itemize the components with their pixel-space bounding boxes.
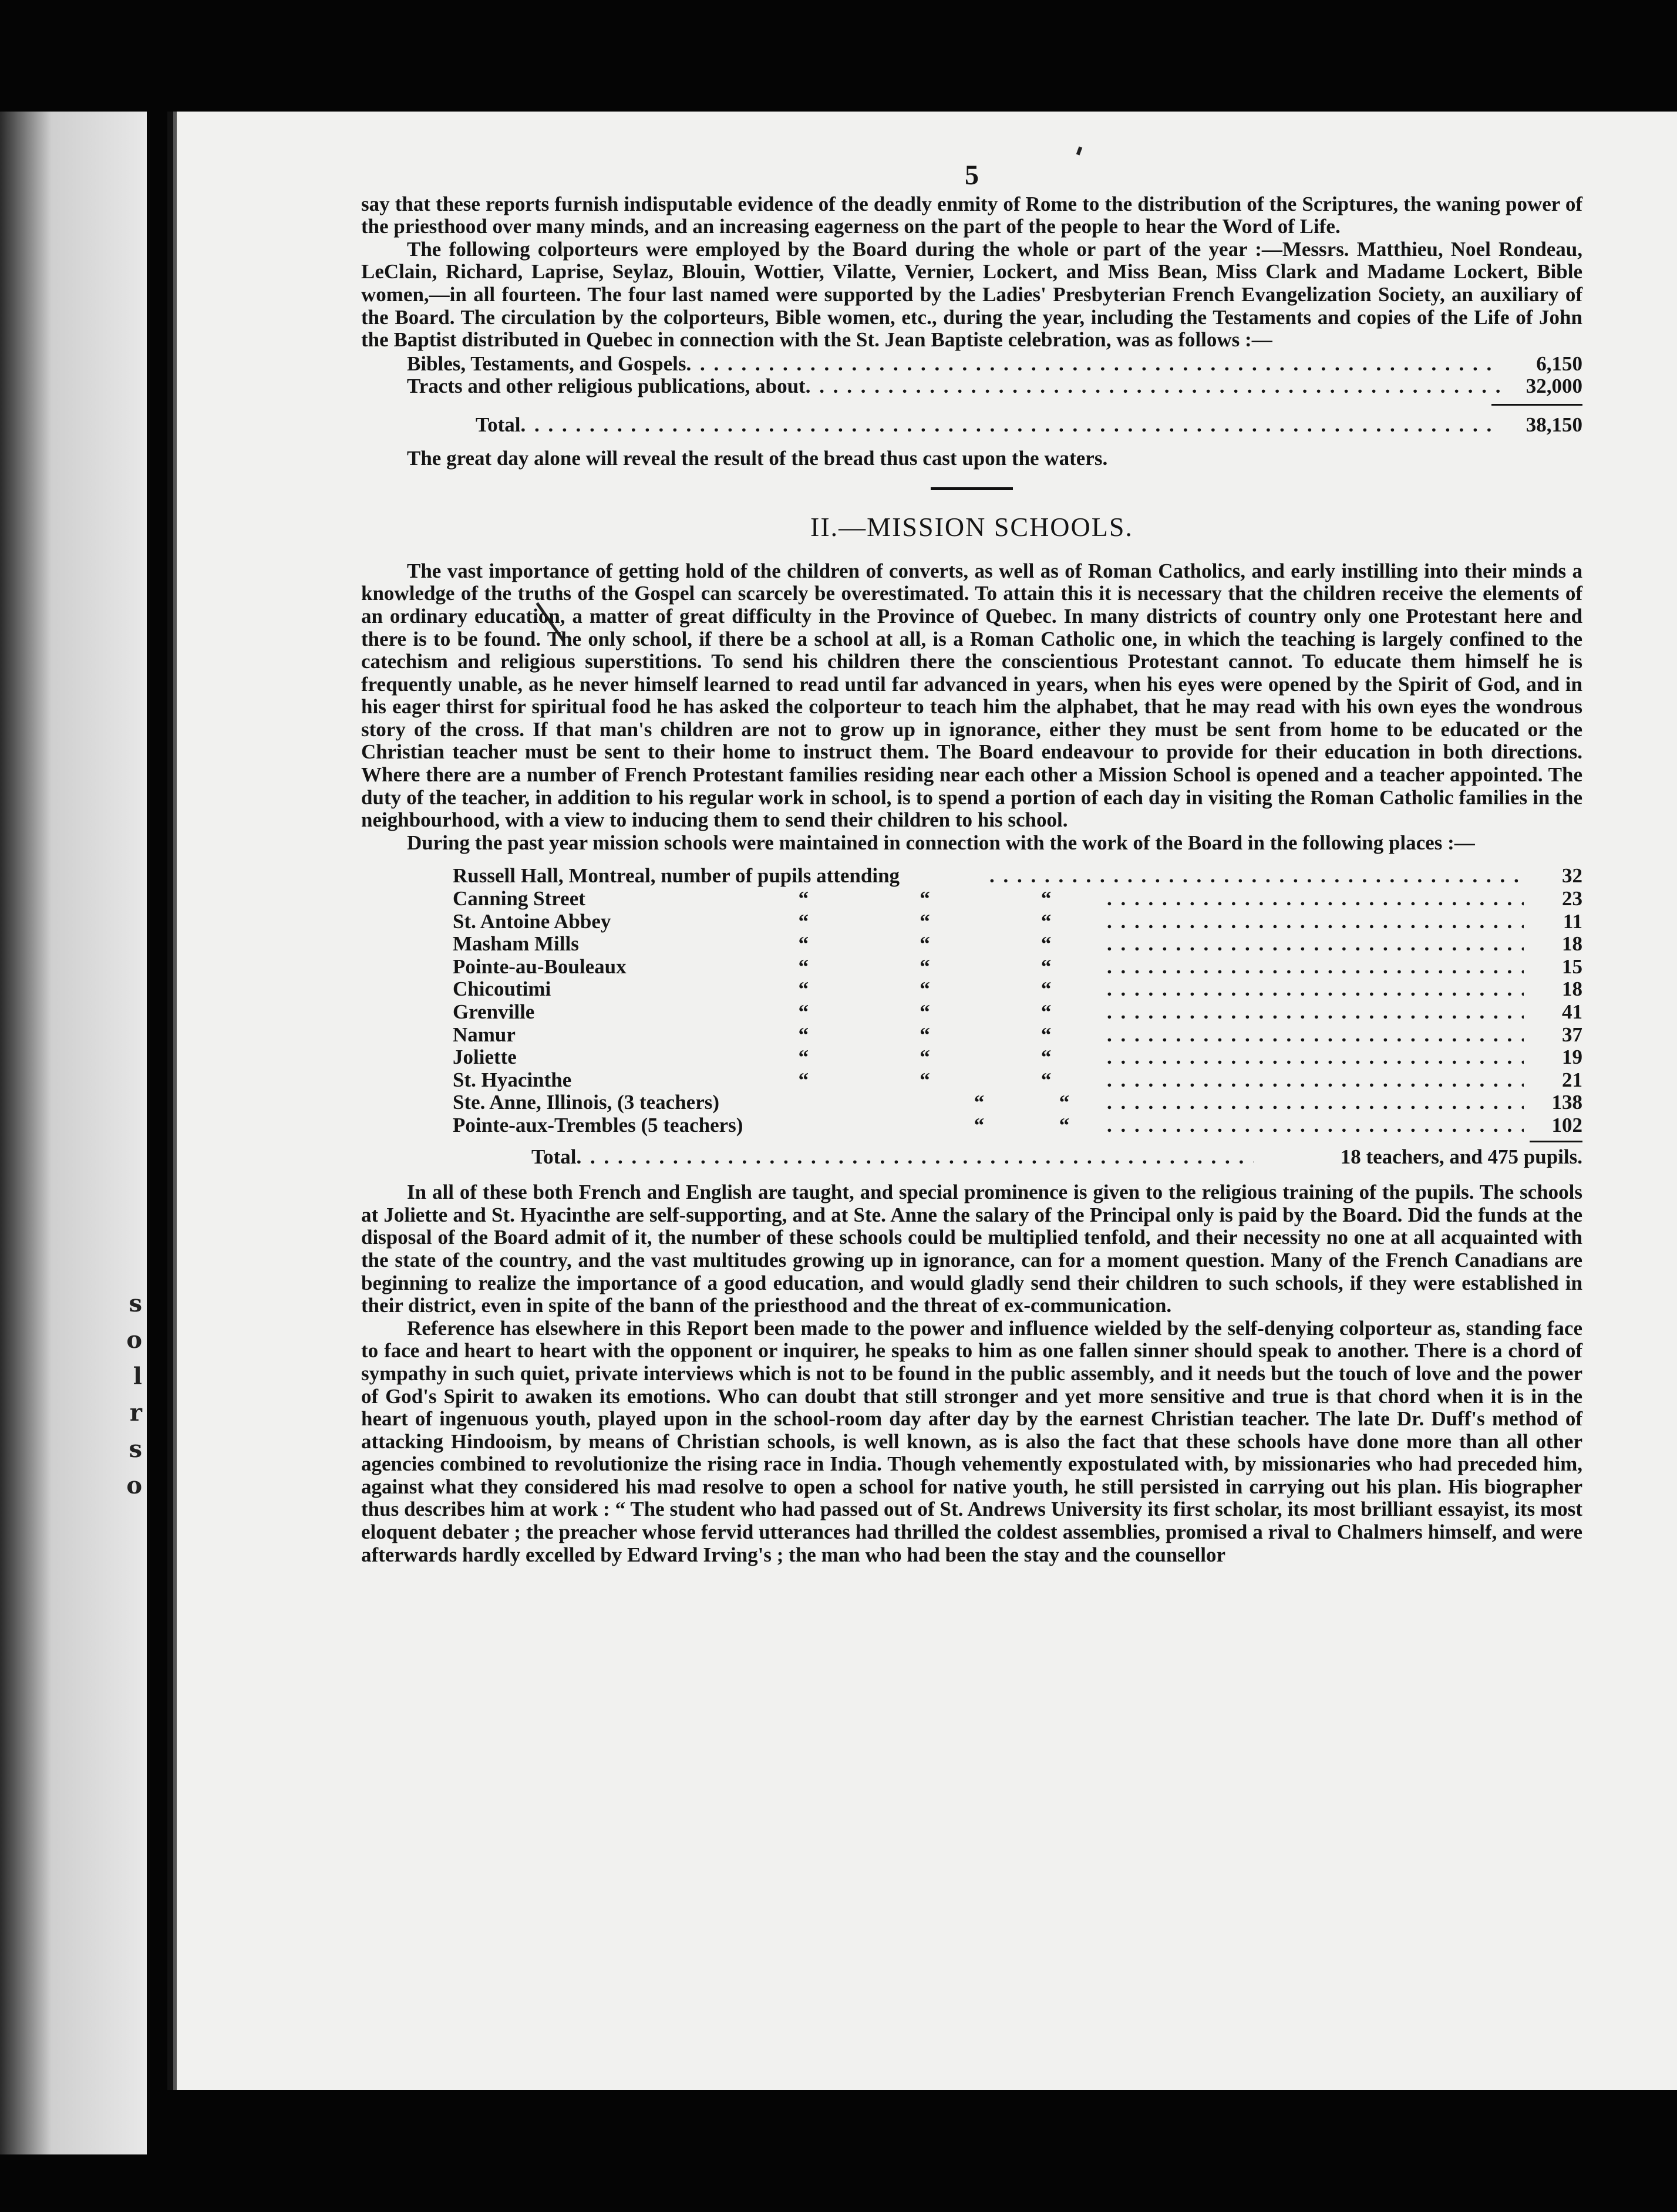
- total-label: Total: [476, 413, 521, 436]
- leader-dots: [521, 414, 1500, 437]
- paragraph: say that these reports furnish indisputable evidence of the deadly enmity of Rome to the distribution of the Scriptures, the waning power of the priesthood over many minds, and an increasing eagerness on the part of the people to hear the Word of Life.: [361, 192, 1582, 238]
- paragraph: The great day alone will reveal the result of the bread thus cast upon the waters.: [407, 446, 1108, 470]
- figure-value: 32,000: [1526, 375, 1582, 398]
- paragraph: Reference has elsewhere in this Report been made to the power and influence wielded by the self-denying colporteur as, standing face to face and heart to heart with the opponent or inquirer, he speaks to him as one fallen sinner should speak to another. There is a chord of sympathy in such quiet, private interviews which is not to be found in the public assembly, and it needs but the touch of love and the power of God's Spirit to awaken its emotions. Who can doubt that still stronger and yet more sensitive and true is that chord when it is in the heart of ingenuous youth, played upon in the school-room day after day by the earnest Christian teacher. The late Dr. Duff's method of attacking Hindooism, by means of Christian schools, is well known, as is also the fact that these schools have done more than all other agencies combined to revolutionize the rising race in India. Though vehemently expostulated with, by missionaries who had preceded him, against what they considered his mad resolve to open a school for native youth, he still persisted in carrying out his plan. His biographer thus describes him at work : “ The student who had passed out of St. Andrews University its first scholar, its most brilliant essayist, its most eloquent debater ; the preacher whose fervid utterances had thrilled the coldest assemblies, promised a rival to Chalmers himself, and were afterwards hardly excelled by Edward Irving's ; the man who had been the stay and the counsellor: [361, 1316, 1582, 1566]
- school-name: Chicoutimi: [453, 977, 551, 1001]
- school-name: Russell Hall, Montreal, number of pupils attending: [453, 864, 900, 888]
- leader-dots: [1107, 1091, 1524, 1114]
- figure-label: Tracts and other religious publications, about: [407, 375, 806, 398]
- ditto-marks: “ “: [974, 1091, 1070, 1114]
- leader-dots: [577, 1146, 1254, 1169]
- circulation-figures: [361, 353, 1582, 437]
- school-name: Pointe-au-Bouleaux: [453, 955, 627, 978]
- leader-dots: [686, 353, 1500, 376]
- leader-dots: [1107, 1001, 1524, 1024]
- adjacent-page-edge: [0, 112, 147, 2154]
- ditto-marks: “ “: [974, 1113, 1070, 1137]
- school-row: [361, 1001, 1582, 1024]
- total-row: [361, 414, 1582, 437]
- leader-dots: [1107, 1046, 1524, 1069]
- page-text: [361, 160, 1582, 1566]
- section-divider: [931, 487, 1013, 490]
- ditto-marks: “ “ “: [798, 1000, 1052, 1023]
- school-row: [361, 1046, 1582, 1069]
- leader-dots: [1107, 933, 1524, 956]
- total-label: Total: [531, 1145, 577, 1168]
- document-page: [167, 112, 1677, 2090]
- school-name: Pointe-aux-Trembles (5 teachers): [453, 1113, 743, 1137]
- school-row: [361, 1024, 1582, 1047]
- leader-dots: [1107, 1024, 1524, 1047]
- pupil-count: 37: [1562, 1023, 1582, 1046]
- leader-dots: [1107, 956, 1524, 979]
- school-row: [361, 1114, 1582, 1137]
- leader-dots: [806, 375, 1500, 398]
- figure-row: [361, 375, 1582, 398]
- ditto-marks: “ “ “: [798, 977, 1052, 1001]
- leader-dots: [1107, 1069, 1524, 1092]
- school-row: [361, 888, 1582, 911]
- pupil-count: 41: [1562, 1000, 1582, 1023]
- paragraph: The vast importance of getting hold of the children of converts, as well as of Roman Catholics, and early instilling into their minds a knowledge of the truths of the Gospel can scarcely be overestimated. To attain this it is necessary that the children receive the elements of an ordinary education, a matter of great difficulty in the Province of Quebec. In many districts of country only one Protestant here and there is to be found. The only school, if there be a school at all, is a Roman Catholic one, in which the teaching is largely confined to the catechism and religious superstitions. To send his children there the conscientious Protestant cannot. To educate them himself he is frequently unable, as he never himself learned to read until far advanced in years, when his eyes were opened by the Spirit of God, and in his eager thirst for spiritual food he has asked the colporteur to teach him the alphabet, that he may read with his own eyes the wondrous story of the cross. If that man's children are not to grow up in ignorance, either they must be sent from home to be educated or the Christian teacher must be sent to their home to instruct them. The Board endeavour to provide for their education in both directions. Where there are a number of French Protestant families residing near each other a Mission School is opened and a teacher appointed. The duty of the teacher, in addition to his regular work in school, is to spend a portion of each day in visiting the Roman Catholic families in the neighbourhood, with a view to inducing them to send their children to his school.: [361, 559, 1582, 832]
- school-row: [361, 911, 1582, 933]
- pupil-count: 138: [1551, 1091, 1582, 1114]
- schools-total-row: [361, 1146, 1582, 1169]
- pupil-count: 15: [1562, 955, 1582, 978]
- school-row: [361, 956, 1582, 979]
- pupil-count: 19: [1562, 1046, 1582, 1069]
- ditto-marks: “ “ “: [798, 1023, 1052, 1046]
- school-name: Joliette: [453, 1046, 517, 1069]
- pupil-count: 21: [1562, 1068, 1582, 1091]
- speck: [1076, 146, 1082, 155]
- school-name: Grenville: [453, 1000, 535, 1023]
- page-number: 5: [965, 160, 979, 191]
- total-rule: [1491, 404, 1582, 406]
- school-name: Masham Mills: [453, 932, 579, 956]
- pupil-count: 11: [1562, 909, 1582, 933]
- total-rule: [1530, 1141, 1582, 1142]
- pupil-count: 18: [1562, 977, 1582, 1001]
- leader-dots: [1107, 888, 1524, 911]
- school-row: [361, 1091, 1582, 1114]
- ditto-marks: “ “ “: [798, 932, 1052, 956]
- school-name: St. Antoine Abbey: [453, 909, 611, 933]
- ditto-marks: “ “ “: [798, 955, 1052, 978]
- figure-label: Bibles, Testaments, and Gospels: [407, 352, 686, 375]
- school-row: [361, 865, 1582, 888]
- pupil-count: 18: [1562, 932, 1582, 956]
- section-heading: II.—MISSION SCHOOLS.: [810, 512, 1133, 542]
- leader-dots: [989, 865, 1524, 888]
- school-row: [361, 1069, 1582, 1092]
- school-row: [361, 933, 1582, 956]
- paragraph: The following colporteurs were employed by the Board during the whole or part of the year :—Messrs. Matthieu, Noel Rondeau, LeClain, Richard, Laprise, Seylaz, Blouin, Wottier, Vilatte, Vernier, Lockert, and Miss Bean, Miss Clark and Madame Lockert, Bible women,—in all fourteen. The four last named were supported by the Ladies' Presbyterian French Evangelization Society, an auxiliary of the Board. The circulation by the colporteurs, Bible women, etc., during the year, including the Testaments and copies of the Life of John the Baptist distributed in Quebec in connection with the St. Jean Baptiste celebration, was as follows :—: [361, 237, 1582, 352]
- school-name: St. Hyacinthe: [453, 1068, 572, 1091]
- ditto-marks: “ “ “: [798, 887, 1052, 911]
- school-row: [361, 978, 1582, 1001]
- ditto-marks: “ “ “: [798, 909, 1052, 933]
- total-value: 38,150: [1526, 413, 1582, 436]
- pupil-count: 102: [1551, 1113, 1582, 1137]
- leader-dots: [1107, 978, 1524, 1001]
- schools-list: [361, 865, 1582, 1168]
- adjacent-page-fragments: s o l r s o: [126, 1290, 142, 1499]
- ditto-marks: “ “ “: [798, 1068, 1052, 1091]
- school-name: Canning Street: [453, 887, 585, 911]
- total-value: 18 teachers, and 475 pupils.: [1340, 1145, 1582, 1168]
- paragraph: In all of these both French and English are taught, and special prominence is given to the religious training of the pupils. The schools at Joliette and St. Hyacinthe are self-supporting, and at Ste. Anne the salary of the Principal only is paid by the Board. Did the funds at the disposal of the Board admit of it, the number of these schools could be multiplied tenfold, and their necessity no one at all acquainted with the state of the country, and the vast multitudes growing up in ignorance, can for a moment question. Many of the French Canadians are beginning to realize the importance of a good education, and would gladly send their children to such schools, if they were established in their district, even in spite of the bann of the priesthood and the threat of ex-communication.: [361, 1181, 1582, 1317]
- leader-dots: [1107, 1114, 1524, 1137]
- figure-row: [361, 353, 1582, 376]
- figure-value: 6,150: [1536, 352, 1582, 375]
- pupil-count: 32: [1562, 864, 1582, 888]
- school-name: Ste. Anne, Illinois, (3 teachers): [453, 1091, 720, 1114]
- school-name: Namur: [453, 1023, 516, 1046]
- paragraph: During the past year mission schools were maintained in connection with the work of the Board in the following places :—: [407, 831, 1475, 854]
- leader-dots: [1107, 911, 1524, 933]
- ditto-marks: “ “ “: [798, 1046, 1052, 1069]
- pupil-count: 23: [1562, 887, 1582, 911]
